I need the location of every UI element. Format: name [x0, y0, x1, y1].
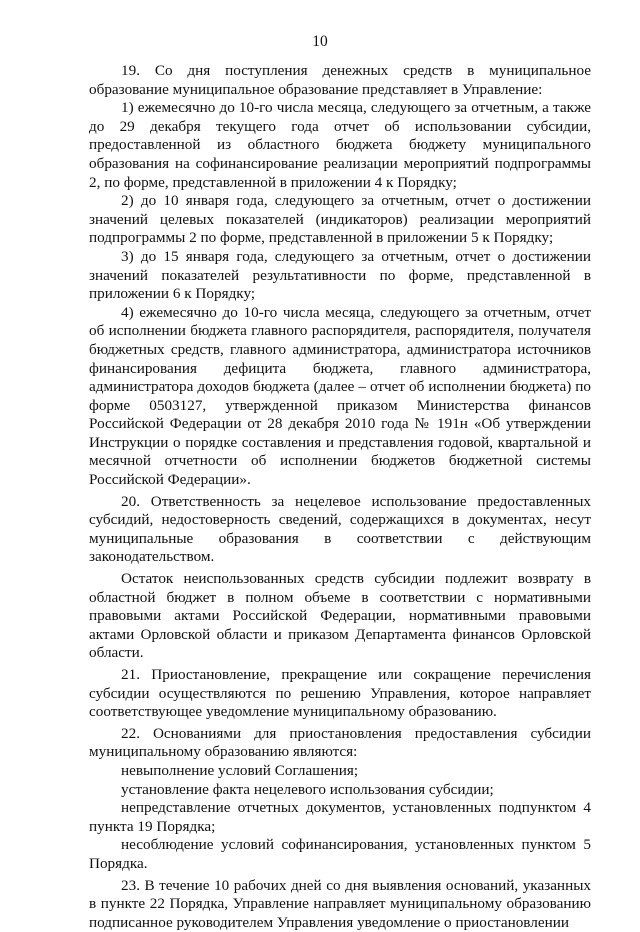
paragraph-22-ground-4: несоблюдение условий софинансирования, установленных пунктом 5 Порядка. — [89, 836, 591, 872]
paragraph-22: 22. Основаниями для приостановления предоставления субсидии муниципальному образованию являются: — [89, 724, 591, 761]
paragraph-22-ground-2: установление факта нецелевого использования субсидии; — [121, 780, 494, 798]
page-number: 10 — [312, 33, 328, 50]
paragraph-19-item-3: 3) до 15 января года, следующего за отчетным, отчет о достижении значений показателей результативности по форме, представленной в приложении 6 к Порядку; — [89, 247, 591, 303]
paragraph-19-item-1: 1) ежемесячно до 10-го числа месяца, следующего за отчетным, а также до 29 декабря текущего года отчет об использовании субсидии, предоставленной из областного бюджета бюджету муниципального образования на софинансирование реализации мероприятий подпрограммы 2, по форме, представленной в приложении 4 к Порядку; — [89, 99, 591, 191]
paragraph-19: 19. Со дня поступления денежных средств в муниципальное образование муниципальное образование представляет в Управление: — [89, 62, 591, 98]
paragraph-19-item-2: 2) до 10 января года, следующего за отчетным, отчет о достижении значений целевых показателей (индикаторов) реализации мероприятий подпрограммы 2 по форме, представленной в приложении 5 к Порядку; — [89, 192, 591, 247]
paragraph-20-remainder: Остаток неиспользованных средств субсидии подлежит возврату в областной бюджет в полном объеме в соответствии с нормативными правовыми актами Российской Федерации, нормативными правовыми актами Орловской области и приказом Департамента финансов Орловской области. — [89, 570, 591, 662]
paragraph-21: 21. Приостановление, прекращение или сокращение перечисления субсидии осуществляются по решению Управления, которое направляет соответствующее уведомление муниципальному образованию. — [89, 666, 591, 721]
document-body — [89, 62, 591, 932]
paragraph-22-ground-1: невыполнение условий Соглашения; — [121, 761, 359, 779]
paragraph-19-item-4: 4) ежемесячно до 10-го числа месяца, следующего за отчетным, отчет об исполнении бюджета главного распорядителя, распорядителя, получателя бюджетных средств, главного администратора, администратора источников финансирования дефицита бюджета, главного администратора, администратора доходов бюджета (далее – отчет об исполнении бюджета) по форме 0503127, утвержденной приказом Министерства финансов Российской Федерации от 28 декабря 2010 года № 191н «Об утверждении Инструкции о порядке составления и представления годовой, квартальной и месячной отчетности об исполнении бюджетов бюджетной системы Российской Федерации». — [89, 303, 591, 489]
paragraph-22-ground-3: непредставление отчетных документов, установленных подпунктом 4 пункта 19 Порядка; — [89, 799, 591, 835]
paragraph-23: 23. В течение 10 рабочих дней со дня выявления оснований, указанных в пункте 22 Порядка, Управление направляет муниципальному образованию подписанное руководителем Управления уведомление о приостановлении — [89, 876, 591, 931]
paragraph-20: 20. Ответственность за нецелевое использование предоставленных субсидий, недостоверность сведений, содержащихся в документах, несут муниципальные образования в соответствии с действующим законодательством. — [89, 492, 591, 566]
